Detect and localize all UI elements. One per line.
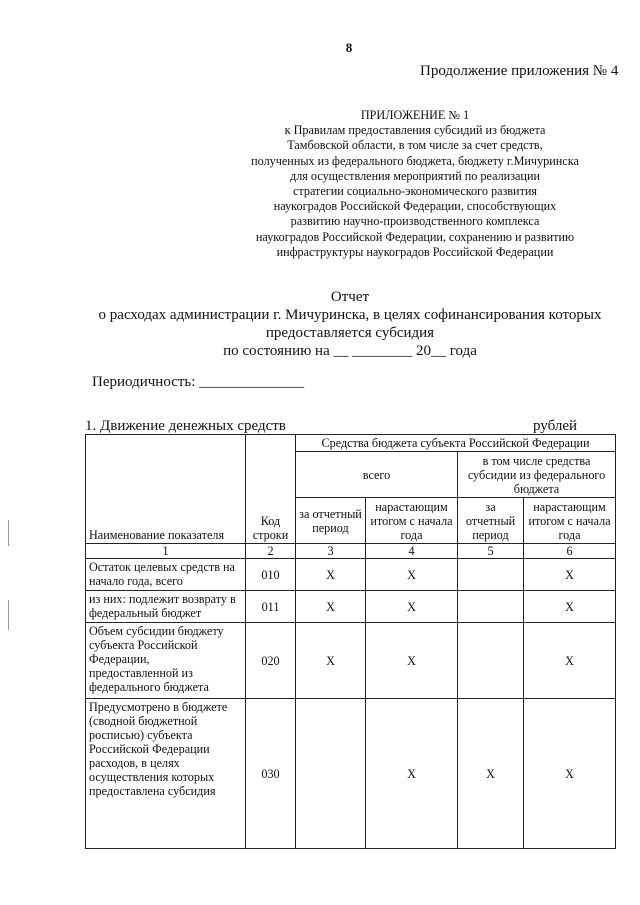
- table-cell: X: [458, 699, 524, 849]
- header-including-subsidy: в том числе средства субсидии из федерального бюджета: [458, 452, 616, 498]
- table-cell: X: [296, 591, 366, 623]
- report-date-line: по состоянию на __ ________ 20__ года: [223, 343, 477, 359]
- table-cell: X: [524, 699, 616, 849]
- row-name: из них: подлежит возврату в федеральный бюджет: [86, 591, 246, 623]
- row-name: Предусмотрено в бюджете (сводной бюджетной росписью) субъекта Российской Федерации расходов, в целях осуществления которых предоставлена субсидия: [86, 699, 246, 849]
- column-number: 6: [524, 544, 616, 559]
- appendix-line: инфраструктуры наукоградов Российской Федерации: [276, 244, 554, 259]
- header-cumulative: нарастающим итогом с начала года: [524, 498, 616, 544]
- table-cell: X: [296, 559, 366, 591]
- column-number: 5: [458, 544, 524, 559]
- cash-flow-table: [85, 434, 616, 849]
- units-label: рублей: [533, 418, 578, 434]
- appendix-line: к Правилам предоставления субсидий из бюджета: [284, 123, 546, 138]
- report-title-block: [70, 288, 630, 360]
- table-cell: X: [366, 623, 458, 699]
- table-cell: [458, 559, 524, 591]
- column-number: 1: [86, 544, 246, 559]
- scan-artifact: [8, 520, 9, 546]
- appendix-line: развитию научно-производственного комплекса: [290, 214, 540, 229]
- table-cell: [458, 623, 524, 699]
- header-reporting-period: за отчетный период: [296, 498, 366, 544]
- table-row: [86, 699, 616, 849]
- appendix-line: полученных из федерального бюджета, бюджету г.Мичуринска: [251, 153, 579, 168]
- continuation-label: Продолжение приложения № 4: [420, 63, 619, 79]
- header-budget-funds: Средства бюджета субъекта Российской Федерации: [296, 435, 616, 452]
- column-number: 4: [366, 544, 458, 559]
- header-cumulative: нарастающим итогом с начала года: [366, 498, 458, 544]
- table-cell: X: [524, 623, 616, 699]
- report-subtitle-line: о расходах администрации г. Мичуринска, в целях софинансирования которых: [98, 307, 602, 323]
- appendix-line: наукоградов Российской Федерации, способствующих: [273, 199, 557, 214]
- row-code: 011: [246, 591, 296, 623]
- report-title: Отчет: [330, 289, 370, 305]
- header-reporting-period: за отчетный период: [458, 498, 524, 544]
- table-row: [86, 623, 616, 699]
- header-row-code: Код строки: [246, 435, 296, 544]
- scan-artifact: [8, 600, 9, 630]
- page-number: 8: [345, 40, 353, 55]
- table-row: [86, 591, 616, 623]
- table-cell: X: [524, 591, 616, 623]
- row-code: 010: [246, 559, 296, 591]
- column-number: 3: [296, 544, 366, 559]
- appendix-line: стратегии социально-экономического развития: [292, 184, 538, 199]
- appendix-line: ПРИЛОЖЕНИЕ № 1: [360, 108, 470, 122]
- column-number: 2: [246, 544, 296, 559]
- periodicity-field: Периодичность: ______________: [92, 374, 305, 390]
- row-name: Остаток целевых средств на начало года, всего: [86, 559, 246, 591]
- appendix-line: Тамбовской области, в том числе за счет средств,: [287, 138, 543, 153]
- appendix-header: [230, 108, 600, 260]
- table-cell: X: [366, 699, 458, 849]
- row-code: 030: [246, 699, 296, 849]
- table-cell: X: [366, 559, 458, 591]
- header-indicator-name: Наименование показателя: [86, 435, 246, 544]
- report-subtitle-line: предоставляется субсидия: [265, 325, 435, 341]
- appendix-line: наукоградов Российской Федерации, сохранению и развитию: [255, 229, 575, 244]
- table-cell: X: [296, 623, 366, 699]
- header-total: всего: [296, 452, 458, 498]
- section-title: 1. Движение денежных средств: [85, 418, 286, 434]
- row-code: 020: [246, 623, 296, 699]
- table-cell: [296, 699, 366, 849]
- appendix-line: для осуществления мероприятий по реализации: [290, 168, 540, 183]
- table-cell: X: [524, 559, 616, 591]
- table-cell: [458, 591, 524, 623]
- table-row: [86, 559, 616, 591]
- table-cell: X: [366, 591, 458, 623]
- row-name: Объем субсидии бюджету субъекта Российской Федерации, предоставленной из федерального бюджета: [86, 623, 246, 699]
